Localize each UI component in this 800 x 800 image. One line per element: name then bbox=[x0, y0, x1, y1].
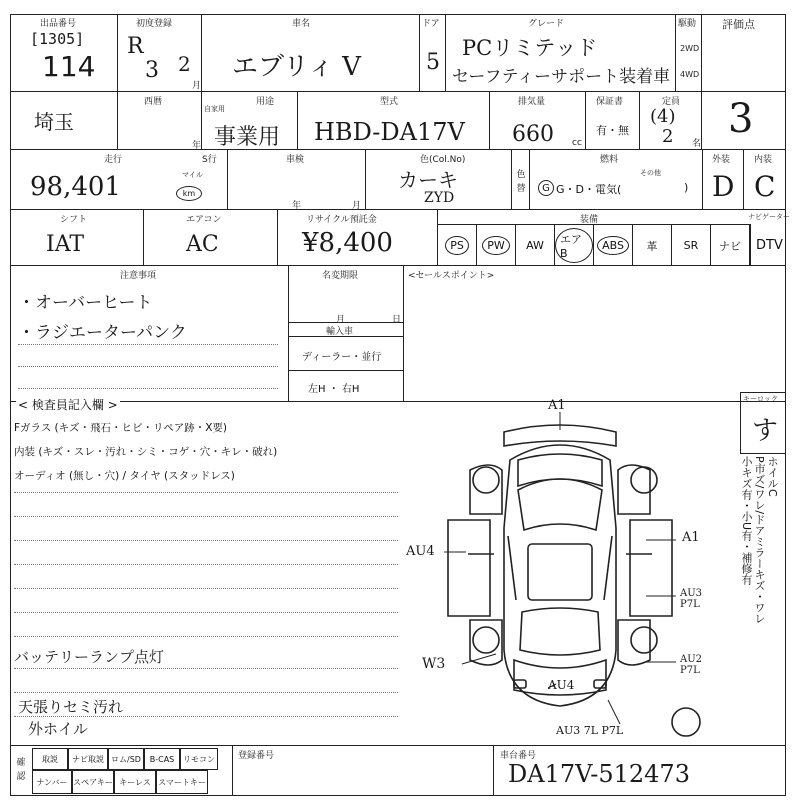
name-change-label: 名変期限 bbox=[322, 271, 359, 281]
steer-label: 左H ・ 右H bbox=[308, 384, 360, 395]
equipment-5 bbox=[594, 224, 633, 266]
dealer-label: ディーラー・並行 bbox=[302, 352, 382, 363]
import-label: 輸入車 bbox=[326, 327, 354, 337]
fuel-gasoline-circle: G bbox=[538, 180, 554, 196]
equipment-6 bbox=[633, 224, 672, 266]
model: HBD-DA17V bbox=[314, 118, 465, 146]
score: 3 bbox=[728, 96, 754, 142]
ext-grade: D bbox=[712, 170, 735, 203]
lot-sub: [1305] bbox=[30, 30, 85, 48]
footer-bottom-3: キーレス bbox=[114, 770, 156, 794]
displacement: 660 bbox=[512, 122, 554, 147]
equipment-8 bbox=[711, 224, 750, 266]
equipment-label-6: 革 bbox=[646, 239, 658, 253]
year-era: R bbox=[127, 34, 144, 59]
keyless-mark: す bbox=[752, 416, 779, 446]
capacity-label: 定員 bbox=[662, 97, 681, 107]
ac-text: 有・無 bbox=[596, 124, 629, 137]
doors: 5 bbox=[426, 50, 440, 75]
lot-label: 出品番号 bbox=[40, 19, 77, 29]
caution-label: 注意事項 bbox=[120, 271, 157, 281]
fuel-other: その他 bbox=[640, 169, 661, 177]
ext-label: 外装 bbox=[712, 155, 731, 165]
inspector-hand-1: バッテリーランプ点灯 bbox=[14, 648, 165, 666]
recycle: ¥8,400 bbox=[302, 228, 393, 258]
footer-col-label: 確認 bbox=[16, 758, 26, 782]
footer-top-2: ナビ取説 bbox=[68, 748, 108, 770]
drive-label: 駆動 bbox=[678, 19, 697, 29]
month-suffix: 月 bbox=[192, 81, 202, 91]
shift-label: シフト bbox=[60, 215, 88, 225]
equipment-7 bbox=[672, 224, 711, 266]
inspector-hand-2: 天張りセミ汚れ bbox=[18, 698, 124, 716]
inspector-line-1: Fガラス (キズ・飛石・ヒビ・リペア跡・X要) bbox=[14, 422, 228, 434]
recycle-label: リサイクル預託金 bbox=[306, 215, 377, 225]
equipment-label-7: SR bbox=[683, 239, 699, 252]
color-label: 色(Col.No) bbox=[420, 155, 466, 165]
equipment-label-1: PS bbox=[445, 236, 469, 255]
damage-mark-4: AU3 P7L bbox=[680, 588, 703, 610]
int-label: 内装 bbox=[754, 155, 773, 165]
mileage: 98,401 bbox=[30, 172, 121, 202]
equipment-2 bbox=[477, 224, 516, 266]
region: 埼玉 bbox=[34, 110, 74, 134]
name-change-day: 日 bbox=[392, 315, 402, 325]
color-code: ZYD bbox=[424, 190, 455, 206]
fuel-text: G・D・電気( bbox=[556, 183, 622, 196]
s-label: S行 bbox=[202, 155, 217, 165]
equipment-label-2: PW bbox=[482, 236, 510, 255]
footer-top-5: リモコン bbox=[180, 748, 218, 770]
register-label: 登録番号 bbox=[238, 751, 275, 761]
equipment-4 bbox=[555, 224, 594, 266]
capacity-suffix: 名 bbox=[692, 139, 702, 149]
km-option: km bbox=[176, 186, 202, 201]
damage-mark-6: W3 bbox=[422, 656, 446, 672]
damage-mark-7: AU4 bbox=[548, 678, 575, 692]
year-month: 2 bbox=[178, 52, 191, 76]
footer-top-1: 取説 bbox=[32, 748, 68, 770]
equipment-label-3: AW bbox=[526, 239, 544, 252]
capacity-bottom: 2 bbox=[662, 126, 674, 147]
fuel-label: 燃料 bbox=[600, 155, 619, 165]
lot-number: 114 bbox=[42, 50, 96, 83]
navi-label: ナビゲーター bbox=[748, 213, 790, 221]
disp-label: 排気量 bbox=[518, 97, 546, 107]
equipment-label-5: ABS bbox=[597, 236, 629, 255]
door-label: ドア bbox=[422, 19, 440, 29]
mile-option: マイル bbox=[182, 171, 203, 179]
insp-month: 月 bbox=[352, 201, 362, 211]
mileage-label: 走行 bbox=[104, 155, 123, 165]
car-name: エブリィ V bbox=[232, 52, 361, 82]
frame-label: 車台番号 bbox=[500, 751, 537, 761]
drive-4wd: 4WD bbox=[680, 70, 700, 79]
name-change-month: 月 bbox=[336, 315, 346, 325]
grade-label: グレード bbox=[528, 19, 565, 29]
use: 事業用 bbox=[214, 125, 281, 150]
inspector-line-2: 内装 (キズ・スレ・汚れ・シミ・コゲ・穴・キレ・破れ) bbox=[14, 446, 278, 458]
equip-label: 装備 bbox=[580, 215, 599, 225]
footer-bottom-2: スペアキー bbox=[72, 770, 114, 794]
use-sub: 自家用 bbox=[204, 105, 225, 113]
cc-unit: cc bbox=[572, 138, 582, 148]
equipment-3 bbox=[516, 224, 555, 266]
dtv: DTV bbox=[756, 238, 783, 253]
year-num: 3 bbox=[145, 58, 159, 83]
period-label: 西暦 bbox=[144, 97, 163, 107]
footer-bottom-1: ナンバー bbox=[32, 770, 72, 794]
sales-label: <セールスポイント> bbox=[408, 271, 495, 281]
car-label: 車名 bbox=[292, 19, 311, 29]
damage-mark-8: AU3 7L P7L bbox=[556, 724, 624, 737]
equipment-label-4: エアB bbox=[555, 228, 593, 263]
insp-year: 年 bbox=[292, 201, 302, 211]
fuel-close: ) bbox=[684, 181, 689, 194]
drive-2wd: 2WD bbox=[680, 44, 700, 53]
grade-line1: PCリミテッド bbox=[462, 36, 598, 60]
capacity-top: (4) bbox=[650, 106, 676, 127]
year-label: 初度登録 bbox=[136, 19, 173, 29]
model-label: 型式 bbox=[380, 97, 399, 107]
inspector-line-3: オーディオ (無し・穴) / タイヤ (スタッドレス) bbox=[14, 470, 235, 482]
inspector-title: < 検査員記入欄 > bbox=[18, 398, 118, 412]
side-text-column: ホイルC bbox=[766, 456, 779, 497]
score-label: 評価点 bbox=[722, 18, 755, 31]
inspector-hand-3: 外ホイル bbox=[28, 720, 89, 738]
caution-line-1: ・オーバーヒート bbox=[18, 293, 153, 313]
keyless-label: キーロック bbox=[743, 395, 778, 403]
caution-line-2: ・ラジエーターパンク bbox=[18, 323, 187, 343]
frame-number: DA17V-512473 bbox=[508, 760, 690, 788]
color: カーキ bbox=[398, 168, 458, 192]
damage-mark-5: AU2 P7L bbox=[680, 654, 703, 676]
inspection-label: 車検 bbox=[286, 155, 305, 165]
footer-top-3: ロム/SD bbox=[108, 748, 144, 770]
equipment-1 bbox=[438, 224, 477, 266]
equipment-label-8: ナビ bbox=[719, 239, 741, 253]
use-label: 用途 bbox=[256, 97, 275, 107]
shift: IAT bbox=[46, 232, 85, 257]
damage-mark-1: A1 bbox=[548, 398, 566, 413]
aircon: AC bbox=[186, 232, 219, 257]
side-text-column: 小キズ有・小U有・補修有 bbox=[740, 456, 753, 586]
damage-mark-2: AU4 bbox=[406, 544, 435, 559]
aircon-label: エアコン bbox=[186, 215, 222, 225]
year-suffix-r2: 年 bbox=[192, 141, 202, 151]
int-grade: C bbox=[754, 170, 776, 203]
side-text-column: P市ズ/ワレ/ドアミラーキズ・ワレ bbox=[753, 456, 766, 625]
footer-top-4: B-CAS bbox=[144, 748, 180, 770]
footer-bottom-4: スマートキー bbox=[156, 770, 208, 794]
grade-line2: セーフティーサポート装着車 bbox=[452, 67, 671, 87]
damage-side-text bbox=[740, 456, 784, 742]
damage-mark-3: A1 bbox=[682, 530, 700, 545]
ac-label: 保証書 bbox=[596, 97, 624, 107]
recolor-label: 色替 bbox=[516, 170, 526, 194]
